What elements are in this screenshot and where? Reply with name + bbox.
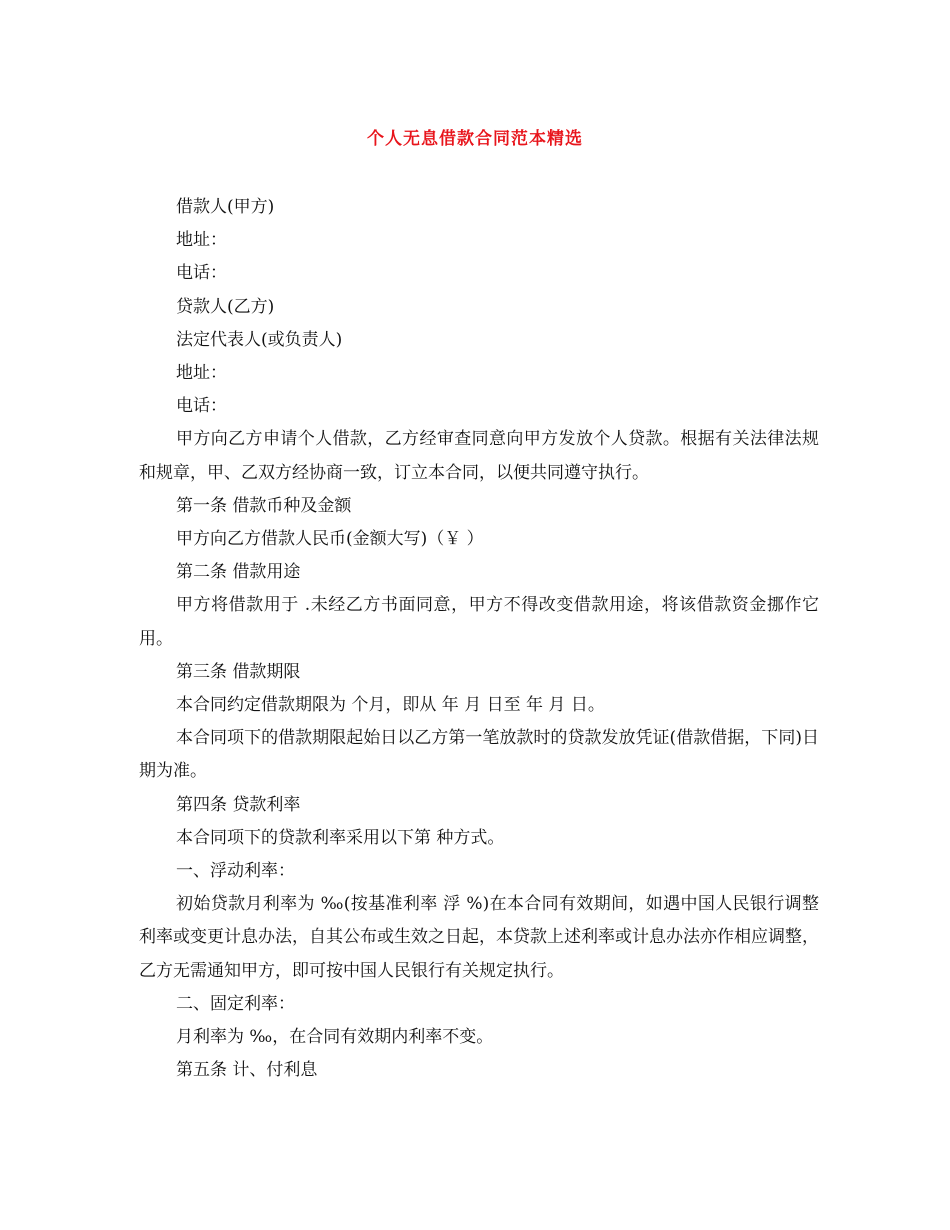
document-title: 个人无息借款合同范本精选 xyxy=(367,129,583,149)
lender-address-label: 地址： xyxy=(176,363,227,384)
article-3-heading: 第三条 借款期限 xyxy=(176,661,301,682)
floating-rate-heading: 一、浮动利率： xyxy=(176,861,295,882)
fixed-rate-heading: 二、固定利率： xyxy=(176,993,295,1014)
article-3-start-date-text: 本合同项下的借款期限起始日以乙方第一笔放款时的贷款发放凭证(借款借据，下同)日期为准。 xyxy=(139,728,819,782)
lender-phone-label: 电话： xyxy=(176,396,227,417)
article-3-text: 本合同约定借款期限为 个月，即从 年 月 日至 年 月 日。 xyxy=(176,695,605,716)
preamble-paragraph: 甲方向乙方申请个人借款，乙方经审查同意向甲方发放个人贷款。根据有关法律法规和规章，甲、乙双方经协商一致，订立本合同，以便共同遵守执行。 xyxy=(139,429,819,483)
article-1-text: 甲方向乙方借款人民币(金额大写)（￥ ） xyxy=(176,529,484,550)
article-5-heading: 第五条 计、付利息 xyxy=(176,1060,318,1081)
article-4-text: 本合同项下的贷款利率采用以下第 种方式。 xyxy=(176,827,505,848)
borrower-label: 借款人(甲方) xyxy=(176,197,275,217)
article-2-text: 甲方将借款用于 .未经乙方书面同意，甲方不得改变借款用途，将该借款资金挪作它用。 xyxy=(139,595,819,649)
article-1-heading: 第一条 借款币种及金额 xyxy=(176,495,352,516)
floating-rate-text: 初始贷款月利率为 ‰(按基准利率 浮 %)在本合同有效期间，如遇中国人民银行调整利率或变更计息办法，自其公布或生效之日起，本贷款上述利率或计息办法亦作相应调整，乙方无需通知甲方，即可按中国人民银行有关规定执行。 xyxy=(139,894,819,981)
borrower-phone-label: 电话： xyxy=(176,263,227,284)
fixed-rate-text: 月利率为 ‰，在合同有效期内利率不变。 xyxy=(176,1027,494,1048)
lender-label: 贷款人(乙方) xyxy=(176,296,275,317)
article-4-heading: 第四条 贷款利率 xyxy=(176,794,301,815)
legal-representative-label: 法定代表人(或负责人) xyxy=(176,329,343,350)
document-body xyxy=(139,191,819,1087)
article-2-heading: 第二条 借款用途 xyxy=(176,562,301,583)
borrower-address-label: 地址： xyxy=(176,230,227,251)
